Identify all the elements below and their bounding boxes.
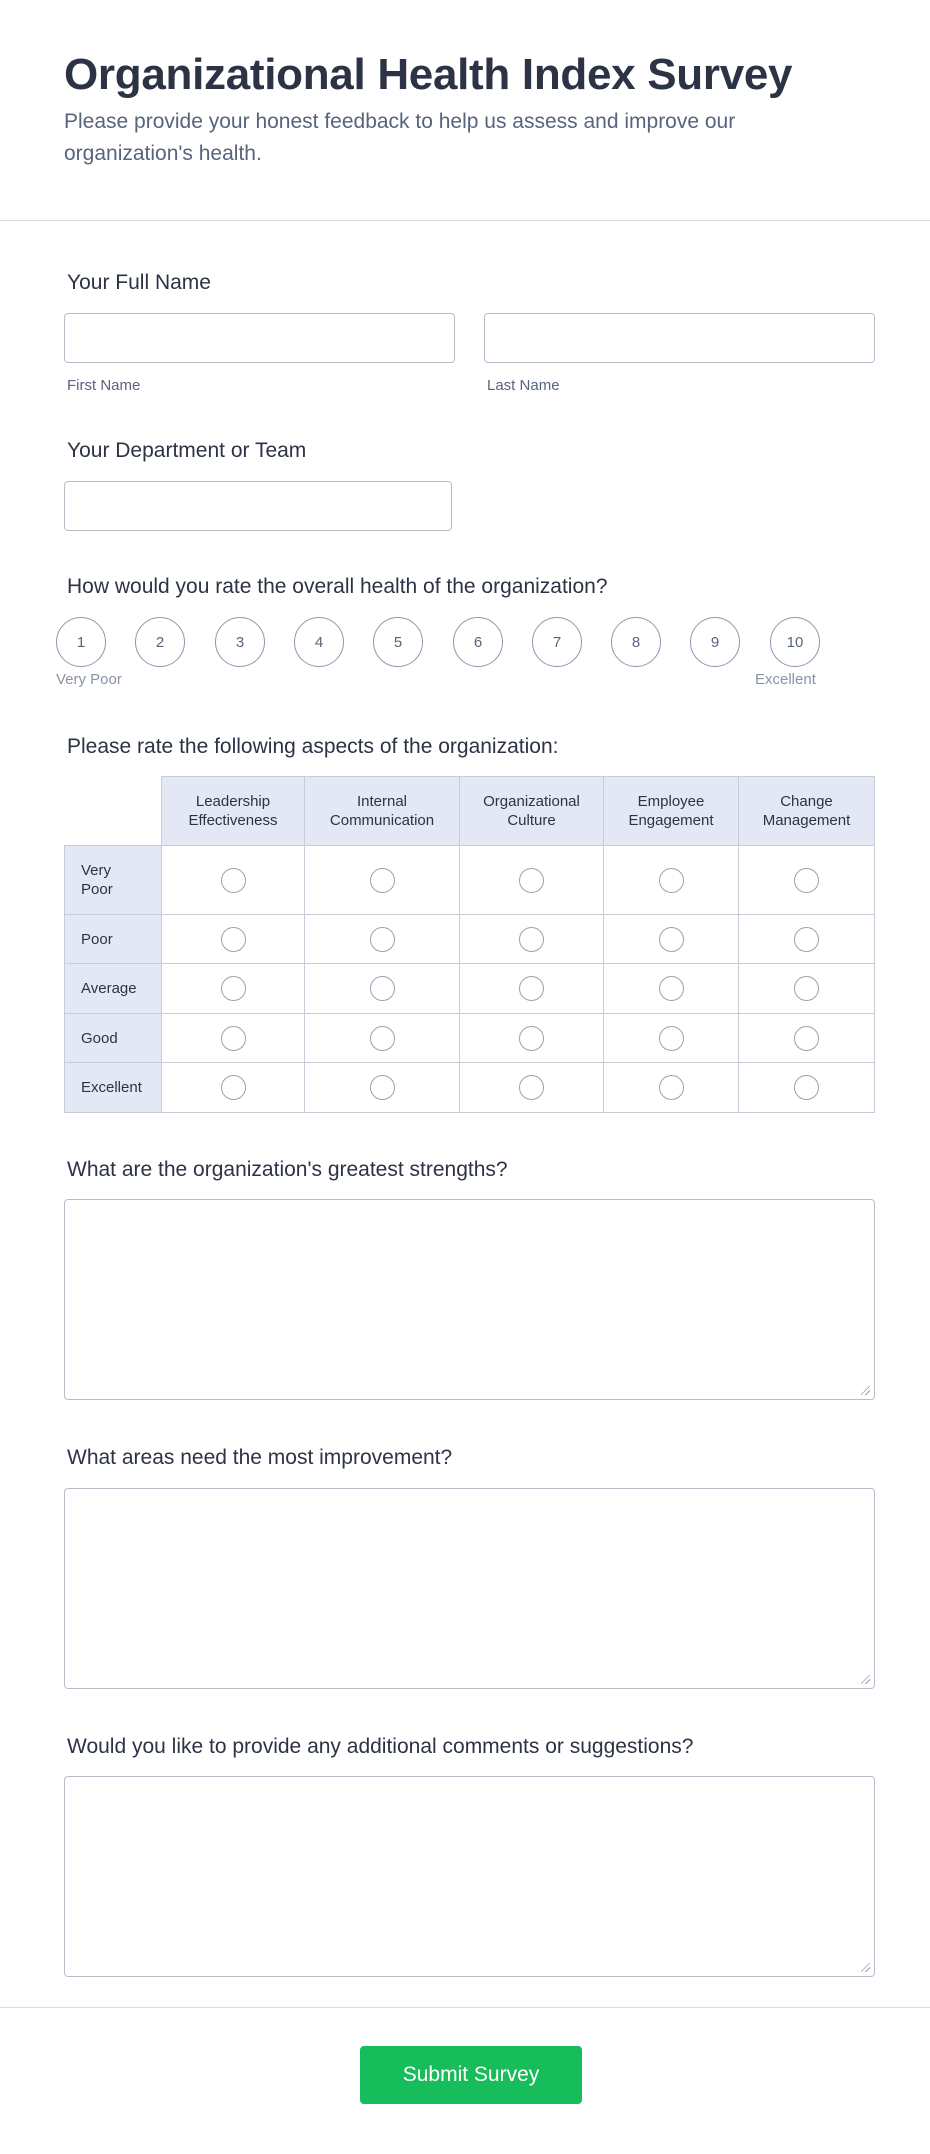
matrix-radio[interactable] — [370, 1075, 395, 1100]
strengths-label: What are the organization's greatest strengths? — [67, 1158, 508, 1181]
matrix-cell — [460, 846, 604, 915]
matrix-row-header: Average — [65, 964, 162, 1014]
matrix-cell — [739, 964, 875, 1014]
improvement-label: What areas need the most improvement? — [67, 1446, 453, 1469]
resize-handle-icon[interactable] — [861, 1386, 870, 1395]
rating-option-7[interactable]: 7 — [532, 617, 582, 667]
matrix-row-header: Excellent — [65, 1063, 162, 1113]
matrix-row-header: Poor — [65, 915, 162, 964]
matrix-radio[interactable] — [519, 868, 544, 893]
resize-handle-icon[interactable] — [861, 1675, 870, 1684]
matrix-cell — [305, 846, 460, 915]
matrix-cell — [604, 1014, 739, 1063]
rating-high-label: Excellent — [755, 671, 816, 688]
matrix-row-header: Very Poor — [65, 846, 162, 915]
matrix-cell — [739, 1014, 875, 1063]
last-name-input[interactable] — [484, 313, 875, 363]
matrix-radio[interactable] — [659, 1026, 684, 1051]
matrix-cell — [305, 964, 460, 1014]
matrix-radio[interactable] — [659, 976, 684, 1001]
overall-rating-label: How would you rate the overall health of the organization? — [67, 575, 608, 598]
matrix-radio[interactable] — [659, 868, 684, 893]
matrix-radio[interactable] — [794, 1075, 819, 1100]
comments-label: Would you like to provide any additional comments or suggestions? — [67, 1735, 694, 1758]
matrix-cell — [739, 915, 875, 964]
matrix-cell — [460, 964, 604, 1014]
matrix-radio[interactable] — [519, 1075, 544, 1100]
aspects-matrix-label: Please rate the following aspects of the organization: — [67, 735, 559, 758]
matrix-radio[interactable] — [221, 976, 246, 1001]
matrix-row-header: Good — [65, 1014, 162, 1063]
matrix-cell — [305, 1063, 460, 1113]
form-header — [0, 0, 930, 221]
matrix-radio[interactable] — [370, 868, 395, 893]
rating-option-10[interactable]: 10 — [770, 617, 820, 667]
strengths-textarea[interactable] — [64, 1199, 875, 1400]
matrix-radio[interactable] — [659, 1075, 684, 1100]
matrix-cell — [604, 915, 739, 964]
first-name-sublabel: First Name — [67, 377, 141, 394]
matrix-cell — [604, 1063, 739, 1113]
resize-handle-icon[interactable] — [861, 1963, 870, 1972]
department-input[interactable] — [64, 481, 452, 531]
aspects-matrix — [64, 776, 875, 1113]
matrix-col-header: Organizational Culture — [460, 777, 604, 846]
page-title: Organizational Health Index Survey — [64, 50, 793, 99]
matrix-cell — [162, 1063, 305, 1113]
matrix-radio[interactable] — [221, 868, 246, 893]
matrix-radio[interactable] — [519, 1026, 544, 1051]
matrix-col-header: Leadership Effectiveness — [162, 777, 305, 846]
rating-option-3[interactable]: 3 — [215, 617, 265, 667]
submit-button[interactable]: Submit Survey — [360, 2046, 582, 2104]
rating-option-4[interactable]: 4 — [294, 617, 344, 667]
full-name-label: Your Full Name — [67, 271, 211, 294]
rating-option-9[interactable]: 9 — [690, 617, 740, 667]
rating-scale — [56, 617, 836, 667]
matrix-cell — [305, 1014, 460, 1063]
matrix-cell — [162, 846, 305, 915]
matrix-cell — [460, 915, 604, 964]
matrix-cell — [162, 1014, 305, 1063]
matrix-radio[interactable] — [370, 1026, 395, 1051]
matrix-radio[interactable] — [794, 976, 819, 1001]
matrix-cell — [162, 964, 305, 1014]
matrix-radio[interactable] — [370, 927, 395, 952]
rating-option-2[interactable]: 2 — [135, 617, 185, 667]
matrix-radio[interactable] — [794, 1026, 819, 1051]
comments-textarea[interactable] — [64, 1776, 875, 1977]
rating-option-6[interactable]: 6 — [453, 617, 503, 667]
matrix-col-header: Employee Engagement — [604, 777, 739, 846]
matrix-col-header: Internal Communication — [305, 777, 460, 846]
matrix-cell — [460, 1014, 604, 1063]
matrix-cell — [604, 964, 739, 1014]
matrix-cell — [604, 846, 739, 915]
matrix-radio[interactable] — [794, 927, 819, 952]
matrix-radio[interactable] — [794, 868, 819, 893]
matrix-cell — [305, 915, 460, 964]
matrix-radio[interactable] — [519, 927, 544, 952]
first-name-input[interactable] — [64, 313, 455, 363]
matrix-radio[interactable] — [221, 927, 246, 952]
last-name-sublabel: Last Name — [487, 377, 560, 394]
matrix-cell — [460, 1063, 604, 1113]
matrix-radio[interactable] — [659, 927, 684, 952]
matrix-corner — [65, 777, 162, 846]
rating-low-label: Very Poor — [56, 671, 122, 688]
matrix-radio[interactable] — [370, 976, 395, 1001]
matrix-cell — [739, 846, 875, 915]
page-subtitle: Please provide your honest feedback to help us assess and improve our organization's health. — [64, 110, 736, 165]
matrix-radio[interactable] — [221, 1075, 246, 1100]
rating-option-1[interactable]: 1 — [56, 617, 106, 667]
form-footer-divider — [0, 2007, 930, 2008]
improvement-textarea[interactable] — [64, 1488, 875, 1689]
matrix-cell — [739, 1063, 875, 1113]
matrix-radio[interactable] — [519, 976, 544, 1001]
matrix-radio[interactable] — [221, 1026, 246, 1051]
rating-option-5[interactable]: 5 — [373, 617, 423, 667]
matrix-col-header: Change Management — [739, 777, 875, 846]
department-label: Your Department or Team — [67, 439, 307, 462]
rating-option-8[interactable]: 8 — [611, 617, 661, 667]
matrix-cell — [162, 915, 305, 964]
